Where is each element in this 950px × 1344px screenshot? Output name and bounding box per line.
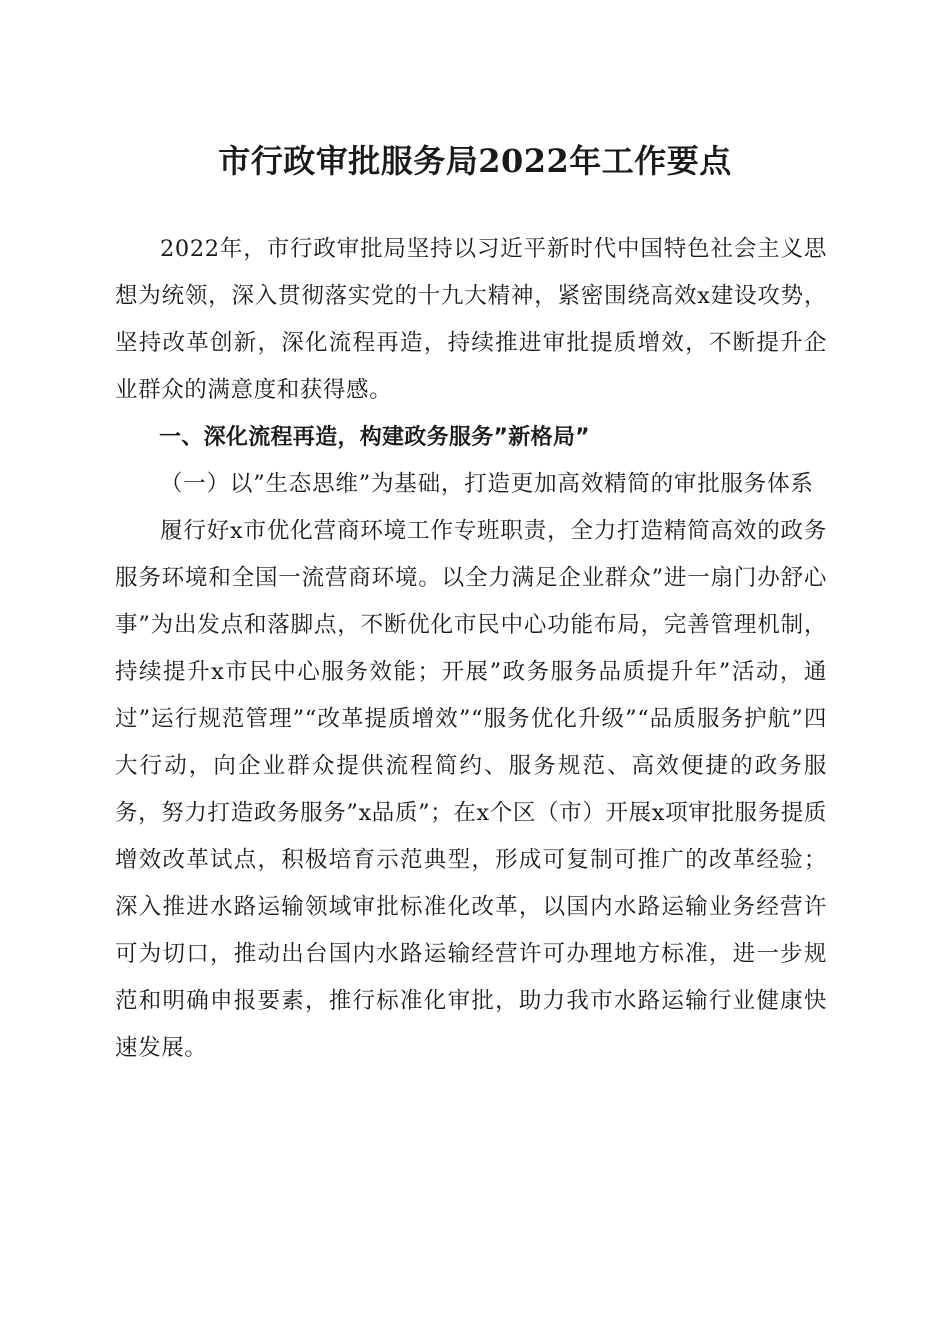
section-heading: 一、深化流程再造，构建政务服务”新格局” [159,425,590,450]
document-body [115,226,827,1072]
document-title: 市行政审批服务局2022年工作要点 [218,142,732,180]
subsection-heading: （一）以”生态思维”为基础，打造更加高效精简的审批服务体系 [160,471,814,497]
body-paragraph: 履行好x市优化营商环境工作专班职责，全力打造精简高效的政务服务环境和全国一流营商环境。以全力满足企业群众”进一扇门办舒心事”为出发点和落脚点，不断优化市民中心功能布局，完善管理机制，持续提升x市民中心服务效能；开展”政务服务品质提升年”活动，通过”运行规范管理”“改革提质增效”“服务优化升级”“品质服务护航”四大行动，向企业群众提供流程简约、服务规范、高效便捷的政务服务，努力打造政务服务”x品质”；在x个区（市）开展x项审批服务提质增效改革试点，积极培育示范典型，形成可复制可推广的改革经验；深入推进水路运输领域审批标准化改革，以国内水路运输业务经营许可为切口，推动出台国内水路运输经营许可办理地方标准，进一步规范和明确申报要素，推行标准化审批，助力我市水路运输行业健康快速发展。 [115,518,827,1061]
intro-paragraph: 2022年，市行政审批局坚持以习近平新时代中国特色社会主义思想为统领，深入贯彻落实党的十九大精神，紧密围绕高效x建设攻势，坚持改革创新，深化流程再造，持续推进审批提质增效，不断提升企业群众的满意度和获得感。 [115,236,827,403]
